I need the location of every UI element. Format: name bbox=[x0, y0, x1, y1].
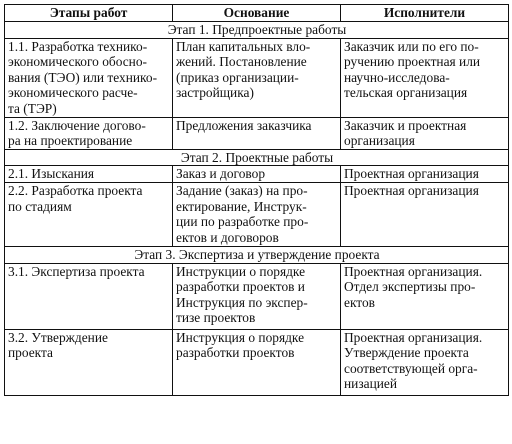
section-title: Этап 3. Экспертиза и утверждение проекта bbox=[5, 246, 509, 263]
table-row bbox=[5, 263, 509, 329]
stage-cell: 2.1. Изыскания bbox=[5, 166, 173, 183]
section-row bbox=[5, 22, 509, 39]
table-row bbox=[5, 38, 509, 117]
header-executors: Исполнители bbox=[341, 5, 509, 22]
basis-cell: Заказ и договор bbox=[173, 166, 341, 183]
stage-cell: 1.1. Разработка технико- экономического обосно- вания (ТЭО) или технико-экономического расче- та (ТЭР) bbox=[5, 38, 173, 117]
table-row bbox=[5, 166, 509, 183]
basis-cell: План капитальных вло- жений. Постановление (приказ организации- застройщика) bbox=[173, 38, 341, 117]
executors-cell: Проектная организация bbox=[341, 166, 509, 183]
section-title: Этап 2. Проектные работы bbox=[5, 149, 509, 166]
stage-cell: 3.1. Экспертиза проекта bbox=[5, 263, 173, 329]
basis-cell: Задание (заказ) на про- ектирование, Инструк- ции по разработке про- ектов и договоров bbox=[173, 182, 341, 246]
stage-cell: 1.2. Заключение догово- ра на проектирование bbox=[5, 117, 173, 149]
executors-cell: Проектная организация bbox=[341, 182, 509, 246]
section-title: Этап 1. Предпроектные работы bbox=[5, 22, 509, 39]
section-row bbox=[5, 246, 509, 263]
executors-cell: Проектная организация. Утверждение проекта соответствующей орга- низацией bbox=[341, 329, 509, 395]
stage-cell: 3.2. Утверждение проекта bbox=[5, 329, 173, 395]
executors-cell: Заказчик и проектная организация bbox=[341, 117, 509, 149]
table-row bbox=[5, 117, 509, 149]
executors-cell: Заказчик или по его по- ручению проектная или научно-исследова- тельская организация bbox=[341, 38, 509, 117]
executors-cell: Проектная организация. Отдел экспертизы про- ектов bbox=[341, 263, 509, 329]
basis-cell: Инструкция о порядке разработки проектов bbox=[173, 329, 341, 395]
project-stages-table bbox=[4, 4, 509, 396]
header-basis: Основание bbox=[173, 5, 341, 22]
header-row bbox=[5, 5, 509, 22]
basis-cell: Предложения заказчика bbox=[173, 117, 341, 149]
section-row bbox=[5, 149, 509, 166]
table-row bbox=[5, 182, 509, 246]
header-stages: Этапы работ bbox=[5, 5, 173, 22]
stage-cell: 2.2. Разработка проекта по стадиям bbox=[5, 182, 173, 246]
basis-cell: Инструкции о порядке разработки проектов и Инструкция по экспер- тизе проектов bbox=[173, 263, 341, 329]
table-row bbox=[5, 329, 509, 395]
